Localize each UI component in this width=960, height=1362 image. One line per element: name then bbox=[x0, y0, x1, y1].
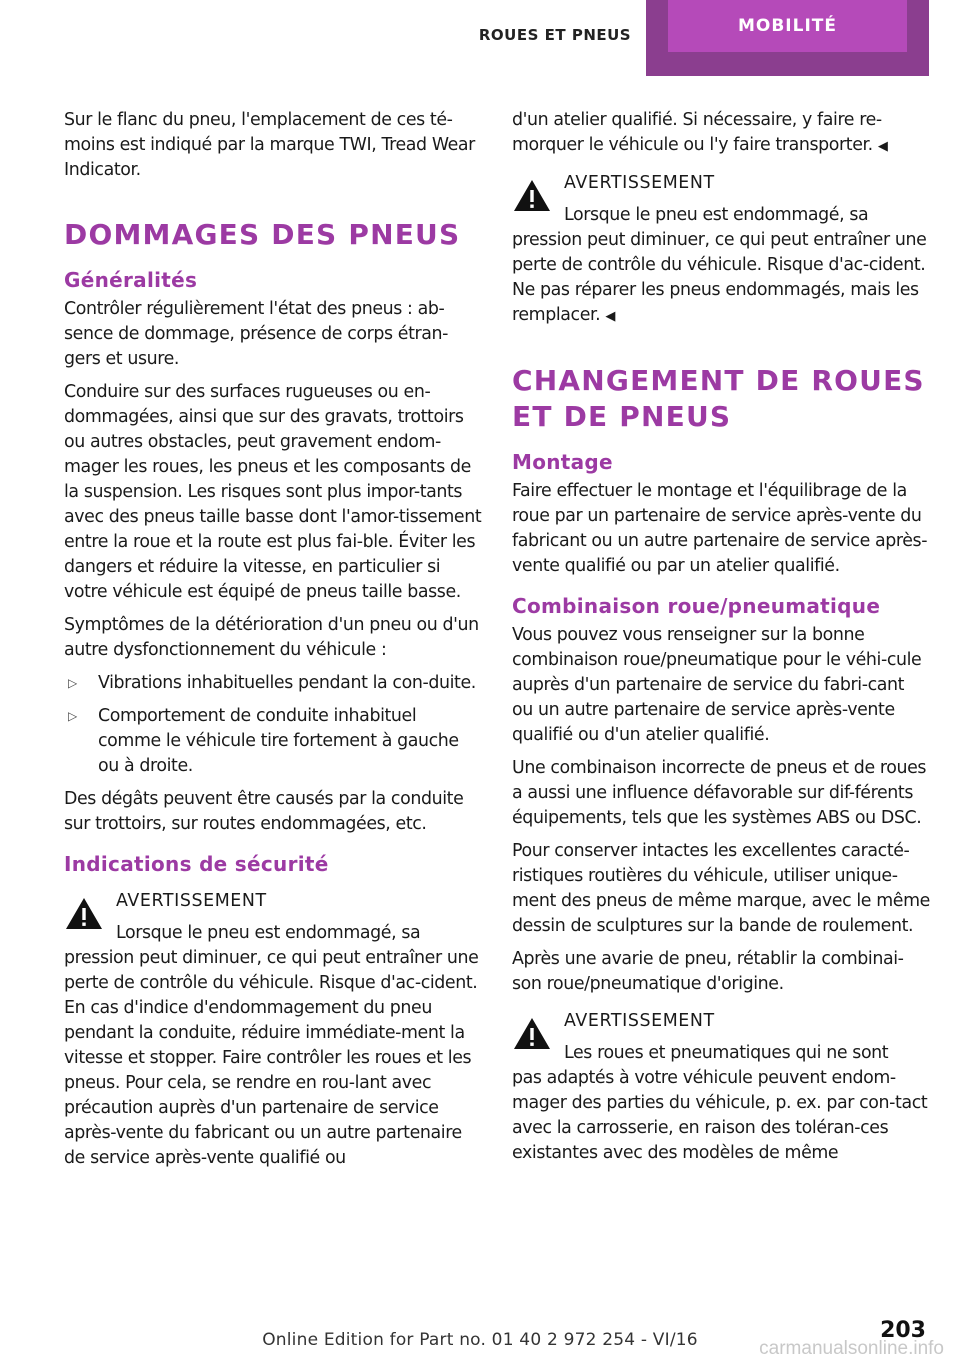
subheading-mounting: Montage bbox=[512, 450, 613, 474]
paragraph-mounting: Faire effectuer le montage et l'équilibrage de la roue par un partenaire de service après-vente du fabricant ou un autre partenaire de service après-vente qualifié ou par un atelier qualifié. bbox=[512, 481, 928, 576]
triangle-bullet-icon: ▷ bbox=[68, 709, 77, 723]
intro-paragraph: Sur le flanc du pneu, l'emplacement de ces té-moins est indiqué par la marque TWI, Tread Wear Indicator. bbox=[64, 110, 475, 180]
section-heading-tire-damage: DOMMAGES DES PNEUS bbox=[64, 218, 461, 251]
warning-triangle-icon bbox=[512, 1015, 552, 1051]
paragraph-after-damage: Après une avarie de pneu, rétablir la combinai-son roue/pneumatique d'origine. bbox=[512, 949, 904, 994]
header-chapter-tab bbox=[646, 0, 929, 76]
warning-lead: Lorsque le pneu est endommagé, sa bbox=[116, 923, 421, 943]
continuation-text: d'un atelier qualifié. Si nécessaire, y faire re-morquer le véhicule ou l'y faire transporter. bbox=[512, 110, 882, 155]
warning-triangle-icon bbox=[64, 895, 104, 931]
continuation-paragraph bbox=[512, 108, 930, 159]
paragraph-rough-surfaces: Conduire sur des surfaces rugueuses ou en-dommagées, ainsi que sur des gravats, trottoirs ou autres obstacles, peut gravement endom-mager les roues, les pneus et les composants de la suspension. Les risques sont plus impor-tants avec des pneus taille basse dont l'amor-tissement entre la roue et la route est plus fai-ble. Éviter les dangers et réduire la vitesse, en particulier si votre véhicule est équipé de pneus taille basse. bbox=[64, 382, 482, 602]
subheading-general: Généralités bbox=[64, 268, 198, 292]
paragraph-damage-causes: Des dégâts peuvent être causés par la conduite sur trottoirs, sur routes endommagées, etc. bbox=[64, 789, 464, 834]
paragraph-inspect-tires: Contrôler régulièrement l'état des pneus : ab-sence de dommage, présence de corps étran-gers et usure. bbox=[64, 299, 448, 369]
warning-triangle-icon bbox=[512, 177, 552, 213]
header-section-title: ROUES ET PNEUS bbox=[478, 26, 632, 44]
paragraph-combination-info: Vous pouvez vous renseigner sur la bonne combinaison roue/pneumatique pour le véhi-cule auprès d'un partenaire de service du fabri-cant ou un autre partenaire de service après-vente qualifié ou d'un atelier qualifié. bbox=[512, 625, 922, 745]
page-number: 203 bbox=[880, 1318, 926, 1343]
warning-body bbox=[512, 228, 930, 329]
warning-title: AVERTISSEMENT bbox=[564, 1011, 715, 1031]
triangle-bullet-icon: ▷ bbox=[68, 676, 77, 690]
left-column bbox=[64, 108, 482, 1179]
edition-line: Online Edition for Part no. 01 40 2 972 254 - VI/16 bbox=[262, 1330, 698, 1350]
end-mark-icon: ◀ bbox=[605, 309, 616, 324]
watermark: carmanualsonline.info bbox=[759, 1338, 944, 1359]
list-item-text: Vibrations inhabituelles pendant la con-duite. bbox=[98, 673, 476, 693]
paragraph-incorrect-combination: Une combinaison incorrecte de pneus et de roues a aussi une influence défavorable sur dif-férents équipements, tels que les systèmes ABS ou DSC. bbox=[512, 758, 927, 828]
right-column bbox=[512, 108, 930, 1174]
warning-title: AVERTISSEMENT bbox=[564, 173, 715, 193]
paragraph-symptoms: Symptômes de la détérioration d'un pneu ou d'un autre dysfonctionnement du véhicule : bbox=[64, 615, 479, 660]
warning-lead: Lorsque le pneu est endommagé, sa bbox=[564, 205, 869, 225]
end-mark-icon: ◀ bbox=[877, 139, 888, 154]
subheading-safety: Indications de sécurité bbox=[64, 852, 329, 876]
warning-block bbox=[512, 1009, 930, 1166]
list-item bbox=[64, 671, 482, 696]
warning-body-text: pression peut diminuer, ce qui peut entraîner une perte de contrôle du véhicule. Risque d'ac-cident. Ne pas réparer les pneus endommagés, mais les remplacer. bbox=[512, 230, 927, 325]
symptom-list bbox=[64, 671, 482, 779]
warning-body: pas adaptés à votre véhicule peuvent endom-mager des parties du véhicule, p. ex. par con-tact avec la carrosserie, en raison des toléran-ces existantes avec des modèles de même bbox=[512, 1068, 928, 1163]
list-item bbox=[64, 704, 482, 779]
warning-block bbox=[64, 889, 482, 1171]
paragraph-preserve-characteristics: Pour conserver intactes les excellentes caracté-ristiques routières du véhicule, utiliser unique-ment des pneus de même marque, avec le même dessin de sculptures sur la bande de roulement. bbox=[512, 841, 930, 936]
warning-lead: Les roues et pneumatiques qui ne sont bbox=[564, 1043, 889, 1063]
warning-title: AVERTISSEMENT bbox=[116, 891, 267, 911]
list-item-text: Comportement de conduite inhabituel comme le véhicule tire fortement à gauche ou à droite. bbox=[98, 706, 459, 776]
header-chapter-label: MOBILITÉ bbox=[668, 0, 907, 52]
page-footer bbox=[0, 1320, 960, 1362]
warning-block bbox=[512, 171, 930, 329]
subheading-wheel-tire-combination: Combinaison roue/pneumatique bbox=[512, 594, 881, 618]
warning-body: pression peut diminuer, ce qui peut entraîner une perte de contrôle du véhicule. Risque d'ac-cident. En cas d'indice d'endommagement du pneu pendant la conduite, réduire immédiate-ment la vitesse et stopper. Faire contrôler les roues et les pneus. Pour cela, se rendre en rou-lant avec précaution auprès d'un partenaire de service après-vente du fabricant ou un autre partenaire de service après-vente qualifié ou bbox=[64, 948, 479, 1168]
section-heading-wheel-change: CHANGEMENT DE ROUES ET DE PNEUS bbox=[512, 364, 925, 433]
